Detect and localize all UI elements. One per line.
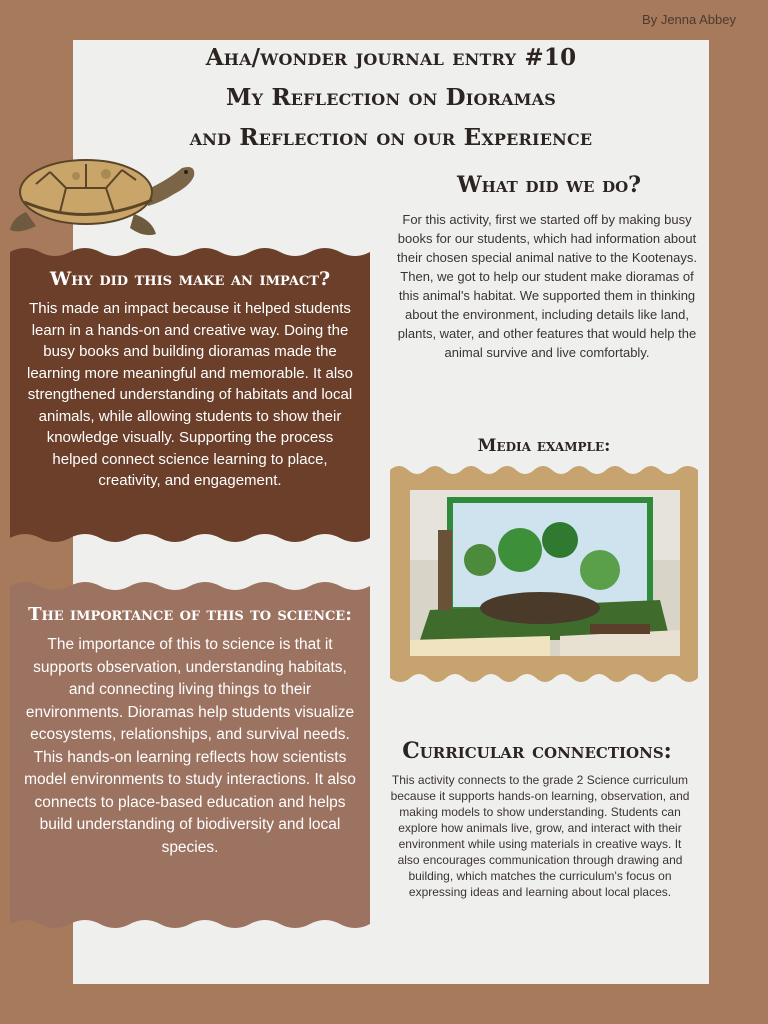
- why-impact-heading: Why did this make an impact?: [49, 268, 331, 290]
- what-did-we-do-heading: What did we do?: [456, 172, 642, 198]
- importance-panel: [10, 578, 370, 932]
- page-title-line-1: Aha/wonder journal entry #10: [205, 44, 577, 71]
- why-impact-panel: [10, 244, 370, 546]
- curricular-heading: Curricular connections:: [402, 738, 672, 764]
- author-credit: By Jenna Abbey: [642, 12, 736, 27]
- diorama-photo-frame: [390, 462, 698, 686]
- importance-heading: The importance of this to science:: [28, 604, 352, 625]
- turtle-illustration: [6, 150, 196, 242]
- why-impact-text: This made an impact because it helped students learn in a hands-on and creative way. Doing the busy books and building dioramas made the learning more meaningful and memorable. It also strengthened understanding of habitats and local animals, while allowing students to show their knowledge visually. Supporting the process helped connect science learning to place, creativity, and engagement.: [26, 300, 353, 489]
- page-title-line-3: and Reflection on our Experience: [189, 124, 593, 151]
- media-example-heading: Media example:: [477, 436, 611, 456]
- curricular-text: This activity connects to the grade 2 Science curriculum because it supports hands-on learning, observation, and making models to show understanding. Students can explore how animals live, grow, and interact with their environment while using materials in creative ways. It also encourages communication through drawing and building, which matches the curriculum's focus on expressing ideas and learning about local places.: [390, 773, 690, 899]
- what-did-we-do-text: For this activity, first we started off by making busy books for our students, which had information about their chosen special animal native to the Kootenays. Then, we got to help our student make dioramas of this animal's habitat. We supported them in thinking about the environment, including details like land, plants, water, and other features that would help the animal survive and live comfortably.: [397, 212, 697, 360]
- importance-text: The importance of this to science is that it supports observation, understanding habitats, and connecting living things to their environments. Dioramas help students visualize ecosystems, relationships, and survival needs. This hands-on learning reflects how scientists model environments to study interactions. It also connects to place-based education and helps build understanding of biodiversity and local species.: [24, 636, 356, 856]
- page-title-line-2: My Reflection on Dioramas: [225, 84, 557, 111]
- diorama-photo: [410, 490, 680, 656]
